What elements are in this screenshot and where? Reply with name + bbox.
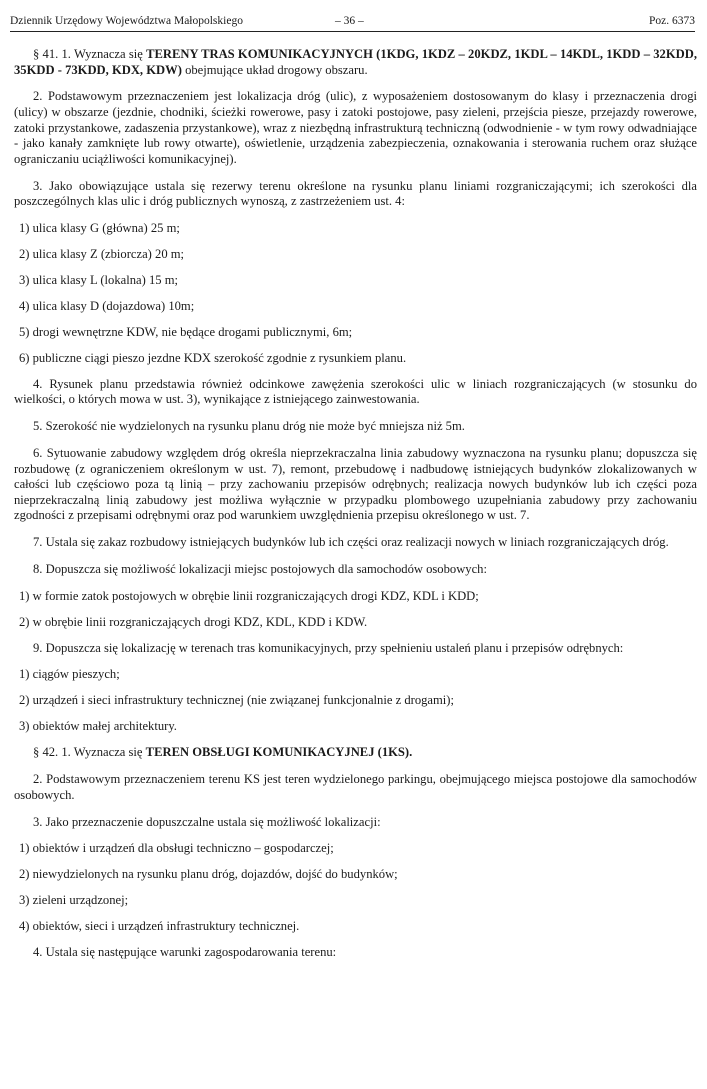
document-body <box>14 47 697 972</box>
list-item: 4) ulica klasy D (dojazdowa) 10m; <box>19 298 195 313</box>
list-item: 1) ulica klasy G (główna) 25 m; <box>19 220 180 235</box>
s41-paragraph-6: 6. Sytuowanie zabudowy względem dróg określa nieprzekraczalna linia zabudowy wyznaczona na rysunku planu; dopuszcza się rozbudowę (z ograniczeniem określonym w ust. 7), remont, przebudowę i nadbudowę istniejących budynków zlokalizowanych w całości lub częściowo poza tą linią – przy zachowaniu przepisów odrębnych; realizacja nowych budynków lub ich części poza nieprzekraczalną linią zabudowy jest możliwa wyłącznie w przypadku plombowego uzupełniania zabudowy przy zachowaniu zgodności z przepisami odrębnymi oraz pod warunkiem uwzględnienia przepisu określonego w ust. 7. <box>14 445 697 523</box>
s41-paragraph-5: 5. Szerokość nie wydzielonych na rysunku planu dróg nie może być mniejsza niż 5m. <box>33 419 465 434</box>
list-item: 6) publiczne ciągi pieszo jezdne KDX szerokość zgodnie z rysunkiem planu. <box>19 350 407 365</box>
list-item: 1) ciągów pieszych; <box>19 667 120 682</box>
list-item: 4) obiektów, sieci i urządzeń infrastruktury technicznej. <box>19 919 300 934</box>
page-number: – 36 – <box>335 15 364 27</box>
s41-paragraph-8: 8. Dopuszcza się możliwość lokalizacji miejsc postojowych dla samochodów osobowych: <box>33 561 487 576</box>
s42-paragraph-4: 4. Ustala się następujące warunki zagospodarowania terenu: <box>33 945 337 960</box>
list-item: 3) zieleni urządzonej; <box>19 893 129 908</box>
list-item: 1) obiektów i urządzeń dla obsługi techniczno – gospodarczej; <box>19 841 334 856</box>
list-item: 2) ulica klasy Z (zbiorcza) 20 m; <box>19 246 185 261</box>
position-number: Poz. 6373 <box>649 15 695 27</box>
list-item: 2) urządzeń i sieci infrastruktury technicznej (nie związanej funkcjonalnie z drogami); <box>19 693 454 708</box>
list-item: 2) w obrębie linii rozgraniczających drogi KDZ, KDL, KDD i KDW. <box>19 614 368 629</box>
list-item: 3) obiektów małej architektury. <box>19 719 177 734</box>
s42-paragraph-1: § 42. 1. Wyznacza się TEREN OBSŁUGI KOMUNIKACYJNEJ (1KS). <box>33 745 413 760</box>
s42-paragraph-2: 2. Podstawowym przeznaczeniem terenu KS jest teren wydzielonego parkingu, obejmującego miejsca postojowe dla samochodów osobowych. <box>14 772 697 802</box>
list-item: 5) drogi wewnętrzne KDW, nie będące drogami publicznymi, 6m; <box>19 324 353 339</box>
page-header <box>10 11 695 32</box>
s41-paragraph-9: 9. Dopuszcza się lokalizację w terenach tras komunikacyjnych, przy spełnieniu ustaleń planu i przepisów odrębnych: <box>33 640 624 655</box>
s41-paragraph-2: 2. Podstawowym przeznaczeniem jest lokalizacja dróg (ulic), z wyposażeniem dostosowanym do klasy i przeznaczenia drogi (ulicy) w obszarze (jezdnie, chodniki, ścieżki rowerowe, pasy i zatoki postojowe, pasy zieleni, przejścia piesze, przejazdy rowerowe, zatoki przystankowe, zadaszenia przystankowe), wraz z niezbędną infrastrukturą techniczną (odwodnienie - w tym rowy odwadniające - jako kanały zamknięte lub rowy otwarte), oświetlenie, urządzenia zabezpieczenia, oznakowania i sterowania ruchem oraz służące ograniczaniu uciążliwości komunikacyjnej). <box>14 89 697 166</box>
s41-paragraph-4: 4. Rysunek planu przedstawia również odcinkowe zawężenia szerokości ulic w liniach rozgraniczających (w stosunku do wielkości, o których mowa w ust. 3), wynikające z istniejącego zainwestowania. <box>14 376 697 407</box>
journal-title: Dziennik Urzędowy Województwa Małopolskiego <box>10 15 243 27</box>
list-item: 2) niewydzielonych na rysunku planu dróg, dojazdów, dojść do budynków; <box>19 867 398 882</box>
s41-paragraph-7: 7. Ustala się zakaz rozbudowy istniejących budynków lub ich części oraz realizacji nowych w liniach rozgraniczających dróg. <box>33 535 669 550</box>
list-item: 1) w formie zatok postojowych w obrębie linii rozgraniczających drogi KDZ, KDL i KDD; <box>19 588 479 603</box>
s41-paragraph-1: § 41. 1. Wyznacza się TERENY TRAS KOMUNIKACYJNYCH (1KDG, 1KDZ – 20KDZ, 1KDL – 14KDL, 1KDD – 32KDD, 35KDD - 73KDD, KDX, KDW) obejmujące układ drogowy obszaru. <box>14 47 697 77</box>
s41-paragraph-3: 3. Jako obowiązujące ustala się rezerwy terenu określone na rysunku planu liniami rozgraniczającymi; ich szerokości dla poszczególnych klas ulic i dróg publicznych wynoszą, z zastrzeżeniem ust. 4: <box>14 178 697 209</box>
s41-heading-bold: TERENY TRAS KOMUNIKACYJNYCH (1KDG, 1KDZ – 20KDZ, 1KDL – 14KDL, 1KDD – 32KDD, 35KDD - 73KDD, KDX, KDW) <box>14 47 697 77</box>
s42-paragraph-3: 3. Jako przeznaczenie dopuszczalne ustala się możliwość lokalizacji: <box>33 814 381 829</box>
list-item: 3) ulica klasy L (lokalna) 15 m; <box>19 272 179 287</box>
s42-heading-bold: TEREN OBSŁUGI KOMUNIKACYJNEJ (1KS). <box>145 745 413 760</box>
